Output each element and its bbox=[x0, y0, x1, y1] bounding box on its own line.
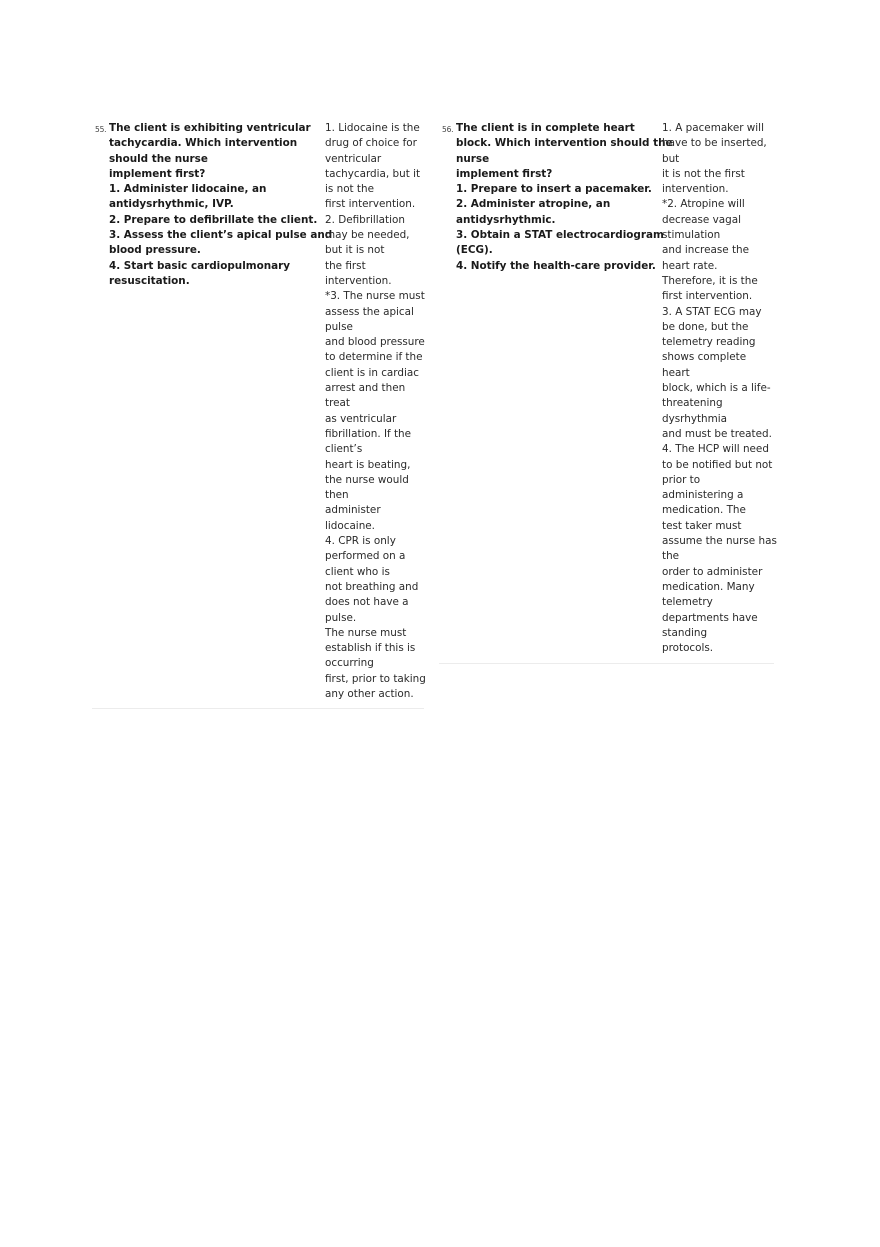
text-line: implement first? bbox=[456, 167, 553, 180]
text-line: assess the apical bbox=[325, 305, 414, 318]
text-line: tachycardia. Which intervention bbox=[109, 137, 298, 150]
text-line: occurring bbox=[325, 657, 374, 670]
text-line: antidysrhythmic, IVP. bbox=[109, 198, 234, 211]
text-line: pulse. bbox=[325, 611, 357, 624]
text-line: 4. Start basic cardiopulmonary bbox=[109, 259, 291, 272]
text-line: to determine if the bbox=[325, 351, 423, 364]
text-line: intervention. bbox=[325, 274, 392, 287]
question-number: 56. bbox=[442, 125, 454, 134]
text-line: block. Which intervention should the bbox=[456, 137, 673, 150]
text-line: intervention. bbox=[662, 183, 729, 196]
text-line: then bbox=[325, 489, 349, 502]
text-line: to be notified but not bbox=[662, 458, 773, 471]
text-line: administer bbox=[325, 504, 381, 517]
text-line: heart is beating, bbox=[325, 458, 411, 471]
text-line: 4. Notify the health-care provider. bbox=[456, 259, 656, 272]
text-line: The client is exhibiting ventricular bbox=[109, 122, 311, 134]
text-line: but it is not bbox=[325, 244, 385, 257]
text-line: tachycardia, but it bbox=[325, 167, 421, 180]
text-line: medication. Many bbox=[662, 580, 755, 593]
text-line: it is not the first bbox=[662, 167, 745, 180]
text-line: and increase the bbox=[662, 244, 750, 257]
text-line: *3. The nurse must bbox=[325, 290, 425, 303]
text-line: first intervention. bbox=[325, 198, 416, 211]
rationale-text bbox=[662, 121, 777, 656]
text-line: treat bbox=[325, 397, 350, 410]
text-line: nurse bbox=[456, 152, 490, 165]
question-text bbox=[109, 121, 333, 289]
text-line: administering a bbox=[662, 489, 744, 502]
text-line: 2. Prepare to defibrillate the client. bbox=[109, 213, 318, 226]
text-line: 1. Administer lidocaine, an bbox=[109, 183, 267, 196]
text-line: test taker must bbox=[662, 519, 742, 532]
text-line: heart rate. bbox=[662, 259, 718, 272]
text-line: should the nurse bbox=[109, 152, 208, 165]
text-line: drug of choice for bbox=[325, 137, 417, 150]
text-line: 3. Obtain a STAT electrocardiogram bbox=[456, 229, 664, 242]
text-line: telemetry reading bbox=[662, 336, 756, 349]
text-line: the first bbox=[325, 259, 366, 272]
text-line: 4. CPR is only bbox=[325, 535, 396, 548]
text-line: 3. A STAT ECG may bbox=[662, 305, 762, 318]
text-line: not breathing and bbox=[325, 580, 419, 593]
text-line: prior to bbox=[662, 473, 701, 486]
text-line: client is in cardiac bbox=[325, 366, 419, 379]
text-line: have to be inserted, bbox=[662, 137, 767, 150]
text-line: telemetry bbox=[662, 596, 713, 609]
text-line: (ECG). bbox=[456, 244, 493, 257]
text-line: 1. Prepare to insert a pacemaker. bbox=[456, 183, 652, 196]
text-line: The client is in complete heart bbox=[456, 122, 635, 134]
text-line: the nurse would bbox=[325, 473, 409, 486]
question-56-block bbox=[439, 121, 777, 664]
text-line: protocols. bbox=[662, 642, 714, 655]
text-line: 1. A pacemaker will bbox=[662, 122, 764, 134]
text-line: departments have bbox=[662, 611, 758, 624]
text-line: and must be treated. bbox=[662, 427, 772, 440]
text-line: client’s bbox=[325, 443, 363, 456]
question-number: 55. bbox=[95, 125, 107, 134]
text-line: does not have a bbox=[325, 596, 409, 609]
text-line: pulse bbox=[325, 320, 353, 333]
rationale-text bbox=[325, 121, 425, 702]
text-line: decrease vagal bbox=[662, 213, 741, 226]
text-line: threatening bbox=[662, 397, 723, 410]
text-line: be done, but the bbox=[662, 320, 749, 333]
text-line: first, prior to taking bbox=[325, 672, 426, 685]
text-line: and blood pressure bbox=[325, 336, 425, 349]
text-line: may be needed, bbox=[325, 229, 410, 242]
text-line: dysrhythmia bbox=[662, 412, 728, 425]
text-line: arrest and then bbox=[325, 382, 406, 395]
text-line: The nurse must bbox=[325, 626, 407, 639]
text-line: standing bbox=[662, 626, 708, 639]
text-line: 4. The HCP will need bbox=[662, 443, 769, 456]
text-line: shows complete bbox=[662, 351, 747, 364]
text-line: establish if this is bbox=[325, 642, 416, 655]
text-line: client who is bbox=[325, 565, 390, 578]
text-line: resuscitation. bbox=[109, 274, 190, 287]
text-line: blood pressure. bbox=[109, 244, 201, 257]
text-line: *2. Atropine will bbox=[662, 198, 745, 211]
text-line: but bbox=[662, 152, 680, 165]
text-line: any other action. bbox=[325, 687, 414, 700]
text-line: performed on a bbox=[325, 550, 406, 563]
text-line: medication. The bbox=[662, 504, 746, 517]
text-line: ventricular bbox=[325, 152, 382, 165]
text-line: is not the bbox=[325, 183, 374, 196]
text-line: order to administer bbox=[662, 565, 763, 578]
text-line: block, which is a life- bbox=[662, 382, 771, 395]
text-line: 1. Lidocaine is the bbox=[325, 122, 420, 134]
text-line: antidysrhythmic. bbox=[456, 213, 556, 226]
text-line: lidocaine. bbox=[325, 519, 375, 532]
text-line: 2. Administer atropine, an bbox=[456, 198, 611, 211]
text-line: Therefore, it is the bbox=[662, 274, 758, 287]
text-line: first intervention. bbox=[662, 290, 753, 303]
question-55-block bbox=[92, 121, 424, 709]
text-line: 2. Defibrillation bbox=[325, 213, 405, 226]
text-line: assume the nurse has bbox=[662, 535, 777, 548]
text-line: stimulation bbox=[662, 229, 721, 242]
text-line: 3. Assess the client’s apical pulse and bbox=[109, 229, 333, 242]
text-line: implement first? bbox=[109, 167, 206, 180]
text-line: heart bbox=[662, 366, 690, 379]
text-line: as ventricular bbox=[325, 412, 397, 425]
text-line: fibrillation. If the bbox=[325, 427, 412, 440]
text-line: the bbox=[662, 550, 680, 563]
